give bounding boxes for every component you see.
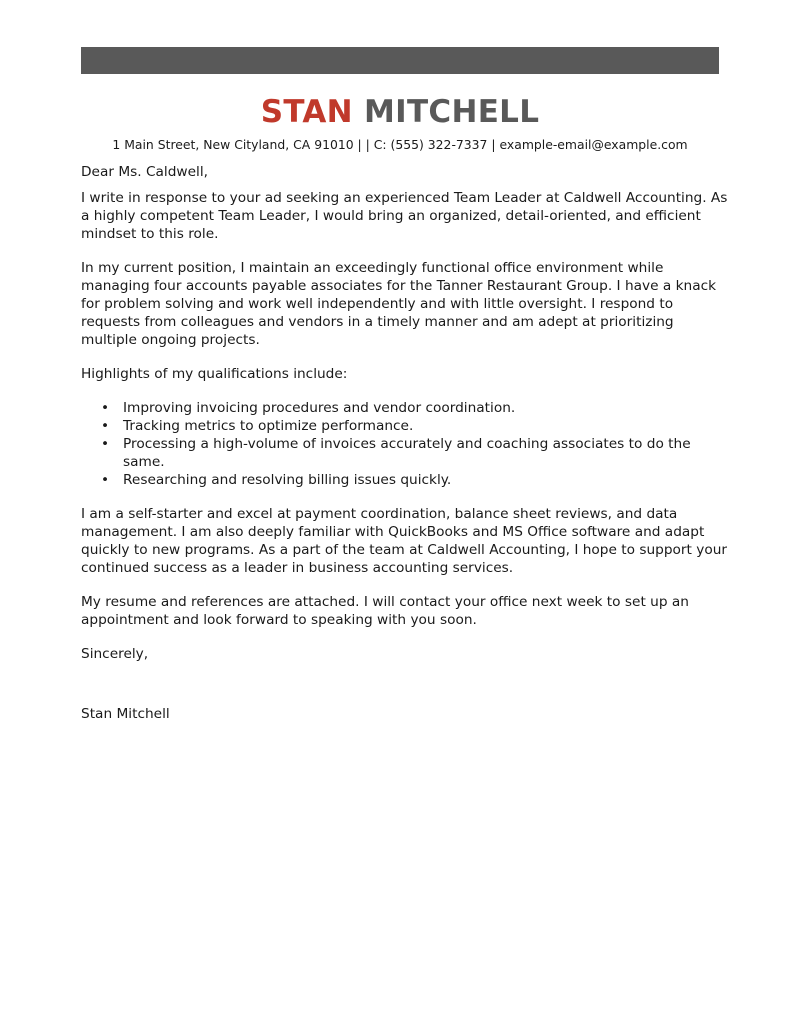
- list-item: [81, 471, 731, 489]
- last-name: MITCHELL: [363, 94, 540, 130]
- list-item: [81, 417, 731, 435]
- highlights-list: [81, 399, 731, 489]
- list-item: [81, 399, 731, 417]
- experience-paragraph: In my current position, I maintain an exceedingly functional office environment while managing four accounts payable associates for the Tanner Restaurant Group. I have a knack for problem solving and work well independently and with little oversight. I respond to requests from colleagues and vendors in a timely manner and am adept at prioritizing multiple ongoing projects.: [81, 260, 717, 348]
- highlights-intro: Highlights of my qualifications include:: [81, 366, 348, 382]
- bullet-icon: •: [101, 472, 110, 488]
- list-item-text: Improving invoicing procedures and vendor coordination.: [123, 400, 516, 416]
- list-item-text: Tracking metrics to optimize performance.: [123, 418, 414, 434]
- list-item-text: Researching and resolving billing issues quickly.: [123, 472, 452, 488]
- list-item-text: Processing a high-volume of invoices accurately and coaching associates to do the same.: [123, 436, 691, 470]
- signature: Stan Mitchell: [81, 706, 170, 722]
- contact-info: 1 Main Street, New Cityland, CA 91010 | | C: (555) 322-7337 | example-email@example.com: [112, 137, 688, 152]
- intro-paragraph: I write in response to your ad seeking an experienced Team Leader at Caldwell Accounting. As a highly competent Team Leader, I would bring an organized, detail-oriented, and efficient mindset to this role.: [81, 190, 728, 242]
- bullet-icon: •: [101, 400, 110, 416]
- closing-paragraph: My resume and references are attached. I will contact your office next week to set up an appointment and look forward to speaking with you soon.: [81, 594, 689, 628]
- first-name: STAN: [260, 94, 353, 130]
- salutation: Dear Ms. Caldwell,: [81, 164, 208, 180]
- letter-body: [81, 163, 731, 723]
- list-item: [81, 435, 731, 471]
- skills-paragraph: I am a self-starter and excel at payment coordination, balance sheet reviews, and data management. I am also deeply familiar with QuickBooks and MS Office software and adapt quickly to new programs. As a part of the team at Caldwell Accounting, I hope to support your continued success as a leader in business accounting services.: [81, 506, 727, 576]
- bullet-icon: •: [101, 436, 110, 452]
- header-bar: [81, 47, 719, 74]
- closing: Sincerely,: [81, 646, 149, 662]
- bullet-icon: •: [101, 418, 110, 434]
- name-heading: [0, 90, 800, 134]
